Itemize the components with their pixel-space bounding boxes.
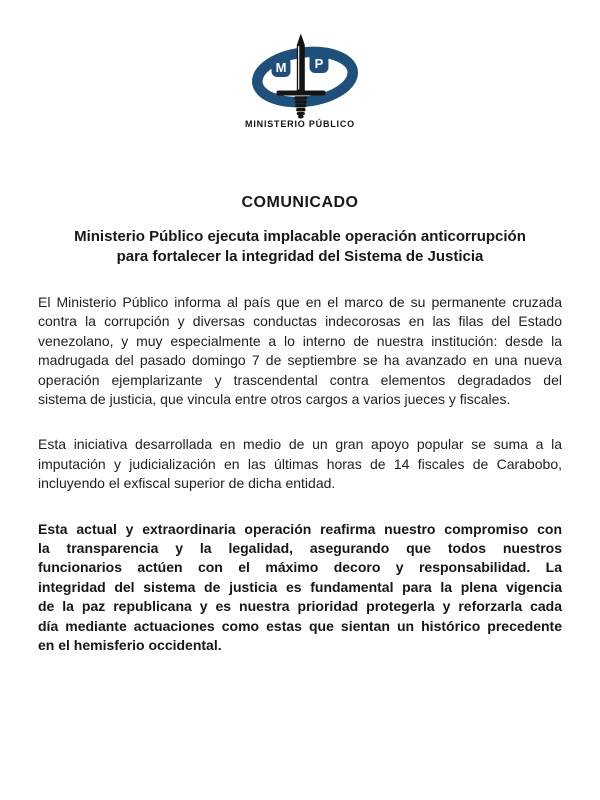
svg-text:M: M xyxy=(275,60,287,75)
paragraph-2 xyxy=(38,435,562,493)
text-line: la transparencia y la legalidad, asegurando que todos nuestros xyxy=(38,540,562,557)
comunicado-title: COMUNICADO xyxy=(241,194,359,211)
logo-caption: MINISTERIO PÚBLICO xyxy=(245,119,355,129)
comunicado-body xyxy=(38,293,562,656)
subtitle-line: Ministerio Público ejecuta implacable operación anticorrupción xyxy=(74,228,526,245)
text-line: imputación y judicialización en las últimas horas de 14 fiscales de Carabobo, xyxy=(38,455,562,472)
mp-seal-icon xyxy=(225,30,375,120)
text-line: Esta iniciativa desarrollada en medio de un gran apoyo popular se suma a la xyxy=(38,436,562,453)
text-line: incluyendo el exfiscal superior de dicha entidad. xyxy=(38,475,336,492)
paragraph-3 xyxy=(38,520,562,656)
subtitle-line: para fortalecer la integridad del Sistema de Justicia xyxy=(116,247,484,265)
text-line: de la paz republicana y es nuestra prioridad protegerla y reforzarla cada xyxy=(38,598,562,615)
text-line: contra la corrupción y diversas conductas indecorosas en las filas del Estado xyxy=(38,313,562,330)
text-line: Esta actual y extraordinaria operación reafirma nuestro compromiso con xyxy=(38,520,562,537)
text-line: venezolano, y muy especialmente a lo interno de nuestra institución: desde la xyxy=(38,332,562,349)
text-line: integridad del sistema de justicia es fundamental para la plena vigencia xyxy=(38,578,562,595)
svg-text:P: P xyxy=(314,56,324,71)
text-line: día mediante actuaciones como estas que sientan un histórico precedente xyxy=(38,617,562,634)
ministerio-publico-logo xyxy=(38,30,562,129)
text-line: madrugada del pasado domingo 7 de septiembre se ha avanzado en una nueva xyxy=(38,352,562,369)
text-line: sistema de justicia, que vincula entre otros cargos a varios jueces y fiscales. xyxy=(38,391,511,408)
comunicado-subtitle xyxy=(38,227,562,266)
text-line: operación ejemplarizante y trascendental contra elementos degradados del xyxy=(38,371,562,388)
paragraph-1 xyxy=(38,293,562,409)
text-line: en el hemisferio occidental. xyxy=(38,637,222,654)
monogram-p xyxy=(310,53,329,73)
monogram-m xyxy=(272,57,291,77)
text-line: funcionarios actúen con el máximo decoro y responsabilidad. La xyxy=(38,559,562,576)
text-line: El Ministerio Público informa al país que en el marco de su permanente cruzada xyxy=(38,294,562,310)
